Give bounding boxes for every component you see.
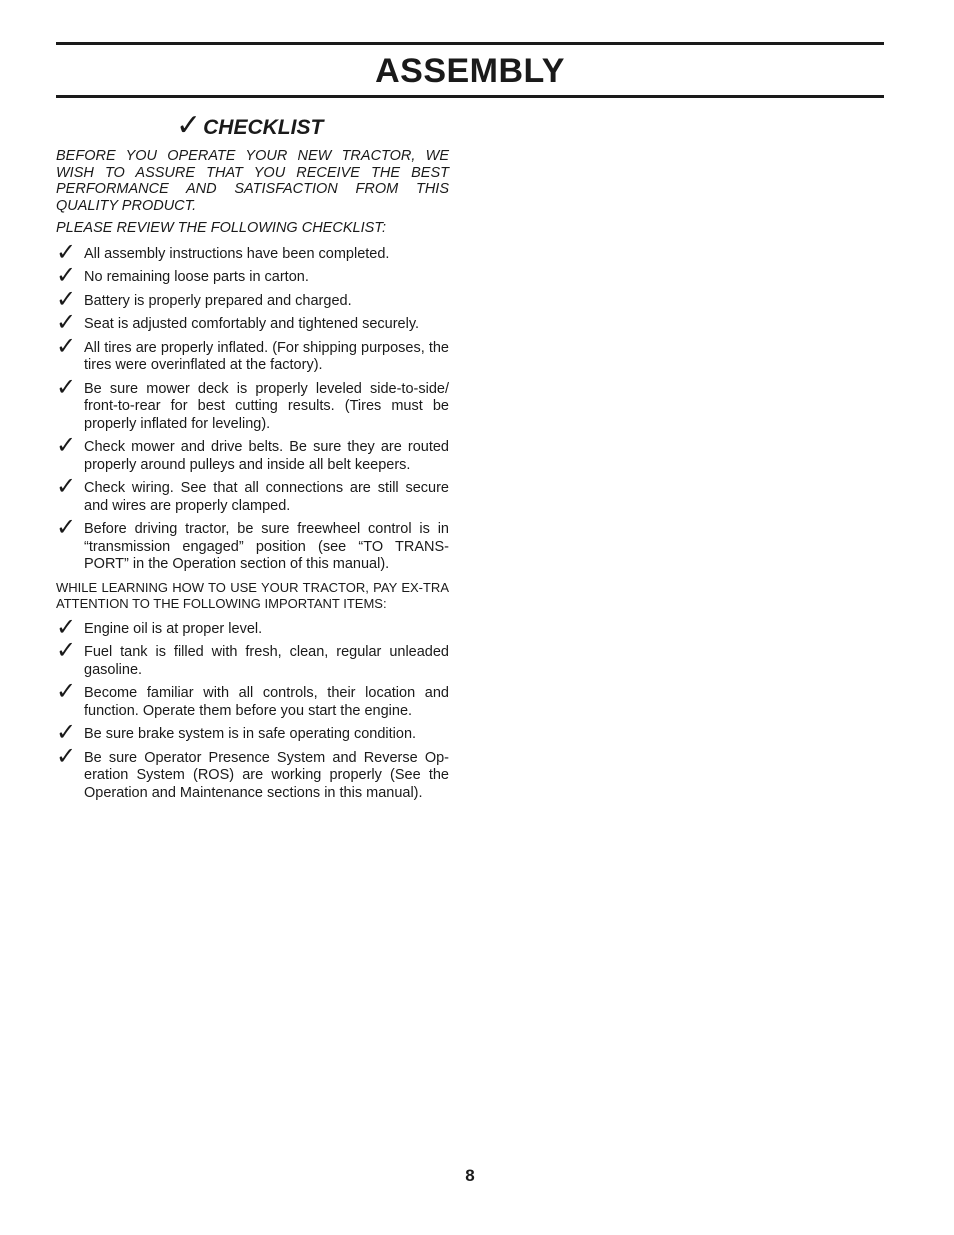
checkmark-icon: ✓ bbox=[56, 514, 77, 541]
header-rule-top bbox=[56, 42, 884, 45]
list-item bbox=[56, 613, 449, 641]
header-rule-bottom bbox=[56, 95, 884, 98]
checklist-heading bbox=[176, 109, 449, 142]
list-item-text: Check wiring. See that all connections are still secure and wires are properly clamped. bbox=[84, 480, 449, 514]
checklist-heading-text: CHECKLIST bbox=[203, 116, 324, 139]
list-item-text: Fuel tank is filled with fresh, clean, regular unleaded gasoline. bbox=[84, 644, 449, 678]
list-item-text: No remaining loose parts in carton. bbox=[84, 269, 309, 285]
list-item-text: All assembly instructions have been completed. bbox=[84, 245, 390, 262]
list-item-text: Engine oil is at proper level. bbox=[84, 620, 263, 637]
while-learning-note: WHILE LEARNING HOW TO USE YOUR TRACTOR, PAY EX-TRA ATTENTION TO THE FOLLOWING IMPORTANT ITEMS: bbox=[56, 579, 449, 611]
section-title: ASSEMBLY bbox=[375, 52, 565, 90]
list-item bbox=[56, 309, 449, 336]
list-item bbox=[56, 238, 449, 266]
list-item bbox=[56, 332, 449, 375]
list-item bbox=[56, 373, 449, 434]
checklist-intro: BEFORE YOU OPERATE YOUR NEW TRACTOR, WE WISH TO ASSURE THAT YOU RECEIVE THE BEST PERFORMANCE AND SATISFACTION FROM THIS QUALITY PRODUCT. bbox=[56, 148, 449, 214]
list-item bbox=[56, 678, 449, 720]
checkmark-icon: ✓ bbox=[56, 719, 77, 746]
checkmark-icon: ✓ bbox=[56, 473, 77, 500]
checkmark-icon: ✓ bbox=[56, 262, 77, 289]
checklist-items bbox=[56, 238, 449, 574]
checklist-column bbox=[56, 109, 449, 808]
checkmark-icon: ✓ bbox=[56, 373, 77, 401]
list-item bbox=[56, 262, 449, 289]
list-item-text: Be sure Operator Presence System and Reverse Op-eration System (ROS) are working properly (See the Operation and Maintenance sections in this manual). bbox=[84, 749, 449, 801]
checkmark-icon: ✓ bbox=[56, 613, 77, 641]
checklist-review-prompt: PLEASE REVIEW THE FOLLOWING CHECKLIST: bbox=[56, 220, 387, 236]
list-item bbox=[56, 742, 449, 803]
list-item bbox=[56, 473, 449, 515]
list-item-text: Be sure brake system is in safe operating condition. bbox=[84, 726, 417, 742]
checkmark-icon: ✓ bbox=[56, 285, 77, 313]
page-number: 8 bbox=[465, 1166, 475, 1185]
list-item bbox=[56, 719, 449, 746]
checkmark-icon: ✓ bbox=[56, 309, 77, 336]
list-item-text: Become familiar with all controls, their location and function. Operate them before you start the engine. bbox=[84, 685, 449, 719]
list-item bbox=[56, 285, 449, 313]
list-item bbox=[56, 637, 449, 679]
checkmark-icon: ✓ bbox=[176, 109, 202, 142]
checkmark-icon: ✓ bbox=[56, 742, 77, 770]
checkmark-icon: ✓ bbox=[56, 332, 77, 360]
checkmark-icon: ✓ bbox=[56, 238, 77, 266]
checkmark-icon: ✓ bbox=[56, 637, 77, 664]
checkmark-icon: ✓ bbox=[56, 432, 77, 459]
checkmark-icon: ✓ bbox=[56, 678, 77, 705]
list-item-text: Be sure mower deck is properly leveled side-to-side/ front-to-rear for best cutting results. (Tires must be properly inflated for leveling). bbox=[84, 380, 449, 432]
list-item-text: Check mower and drive belts. Be sure they are routed properly around pulleys and inside all belt keepers. bbox=[84, 439, 449, 473]
list-item-text: Seat is adjusted comfortably and tightened securely. bbox=[84, 316, 420, 332]
list-item bbox=[56, 514, 449, 574]
list-item-text: Battery is properly prepared and charged. bbox=[84, 292, 352, 309]
list-item-text: All tires are properly inflated. (For shipping purposes, the tires were overinflated at the factory). bbox=[84, 339, 449, 373]
important-items bbox=[56, 613, 449, 803]
list-item-text: Before driving tractor, be sure freewheel control is in “transmission engaged” position (see “TO TRANS-PORT” in the Operation section of this manual). bbox=[84, 521, 449, 572]
list-item bbox=[56, 432, 449, 474]
